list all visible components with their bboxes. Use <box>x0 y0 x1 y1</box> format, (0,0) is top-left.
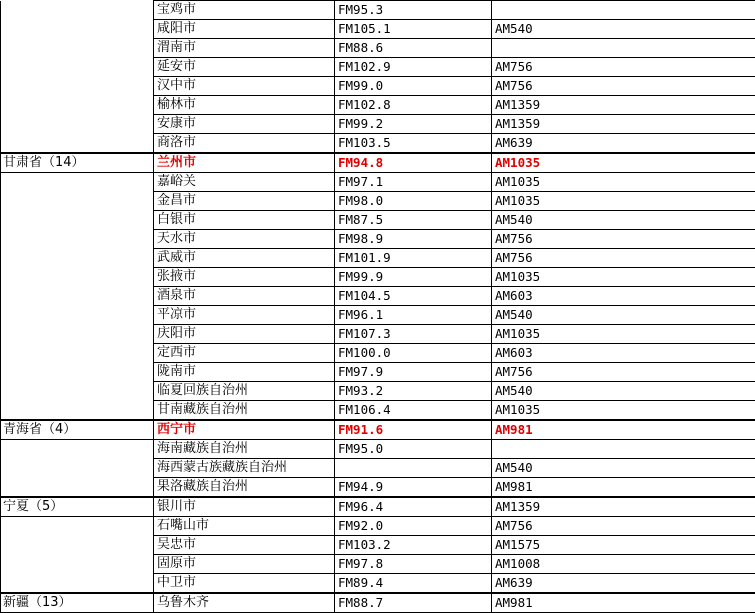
table-row <box>1 401 755 421</box>
fm-frequency-cell[interactable]: FM103.5 <box>335 134 492 154</box>
province-cell[interactable] <box>1 382 154 401</box>
city-cell[interactable]: 临夏回族自治州 <box>154 382 335 401</box>
table-row <box>1 230 755 249</box>
province-cell[interactable] <box>1 401 154 421</box>
fm-frequency-cell[interactable]: FM102.9 <box>335 58 492 77</box>
province-cell[interactable] <box>1 96 154 115</box>
fm-frequency-cell[interactable]: FM98.0 <box>335 192 492 211</box>
table-row <box>1 173 755 192</box>
table-row <box>1 249 755 268</box>
province-cell[interactable]: 甘肃省（14） <box>1 153 154 173</box>
city-cell[interactable]: 安康市 <box>154 115 335 134</box>
am-frequency-cell[interactable] <box>492 440 755 459</box>
am-frequency-cell[interactable] <box>492 39 755 58</box>
table-row <box>1 268 755 287</box>
city-cell[interactable]: 延安市 <box>154 58 335 77</box>
fm-frequency-cell[interactable] <box>335 459 492 478</box>
am-frequency-cell[interactable]: AM981 <box>492 593 755 613</box>
fm-frequency-cell[interactable]: FM96.4 <box>335 497 492 517</box>
city-cell[interactable]: 海西蒙古族藏族自治州 <box>154 459 335 478</box>
table-row <box>1 420 755 440</box>
table-row <box>1 153 755 173</box>
table-row <box>1 192 755 211</box>
am-frequency-cell[interactable]: AM756 <box>492 77 755 96</box>
fm-frequency-cell[interactable]: FM93.2 <box>335 382 492 401</box>
fm-frequency-cell[interactable]: FM97.9 <box>335 363 492 382</box>
fm-frequency-cell[interactable]: FM103.2 <box>335 536 492 555</box>
am-frequency-cell[interactable]: AM1035 <box>492 325 755 344</box>
table-row <box>1 363 755 382</box>
am-frequency-cell[interactable]: AM1008 <box>492 555 755 574</box>
province-cell[interactable]: 青海省（4） <box>1 420 154 440</box>
table-body <box>1 1 755 613</box>
table-row <box>1 536 755 555</box>
table-row <box>1 1 755 20</box>
am-frequency-cell[interactable]: AM1035 <box>492 268 755 287</box>
am-frequency-cell[interactable]: AM1359 <box>492 96 755 115</box>
city-cell[interactable]: 定西市 <box>154 344 335 363</box>
table-row <box>1 517 755 536</box>
city-cell[interactable]: 石嘴山市 <box>154 517 335 536</box>
fm-frequency-cell[interactable]: FM94.9 <box>335 478 492 498</box>
table-row <box>1 96 755 115</box>
city-cell[interactable]: 固原市 <box>154 555 335 574</box>
fm-frequency-cell[interactable]: FM97.1 <box>335 173 492 192</box>
province-cell[interactable] <box>1 192 154 211</box>
city-cell[interactable]: 渭南市 <box>154 39 335 58</box>
province-cell[interactable]: 宁夏（5） <box>1 497 154 517</box>
am-frequency-cell[interactable]: AM756 <box>492 58 755 77</box>
table-row <box>1 555 755 574</box>
city-cell[interactable]: 乌鲁木齐 <box>154 593 335 613</box>
table-row <box>1 574 755 594</box>
province-cell[interactable] <box>1 287 154 306</box>
table-row <box>1 325 755 344</box>
am-frequency-cell[interactable]: AM540 <box>492 382 755 401</box>
table-row <box>1 382 755 401</box>
fm-frequency-cell[interactable]: FM95.0 <box>335 440 492 459</box>
fm-frequency-cell[interactable]: FM99.9 <box>335 268 492 287</box>
fm-frequency-cell[interactable]: FM92.0 <box>335 517 492 536</box>
fm-frequency-cell[interactable]: FM99.2 <box>335 115 492 134</box>
am-frequency-cell[interactable]: AM540 <box>492 20 755 39</box>
province-cell[interactable] <box>1 344 154 363</box>
table-row <box>1 58 755 77</box>
fm-frequency-cell[interactable]: FM105.1 <box>335 20 492 39</box>
city-cell[interactable]: 兰州市 <box>154 153 335 173</box>
city-cell[interactable]: 西宁市 <box>154 420 335 440</box>
table-row <box>1 478 755 498</box>
fm-frequency-cell[interactable]: FM94.8 <box>335 153 492 173</box>
fm-frequency-cell[interactable]: FM100.0 <box>335 344 492 363</box>
province-cell[interactable] <box>1 58 154 77</box>
fm-frequency-cell[interactable]: FM102.8 <box>335 96 492 115</box>
fm-frequency-cell[interactable]: FM98.9 <box>335 230 492 249</box>
city-cell[interactable]: 酒泉市 <box>154 287 335 306</box>
province-cell[interactable] <box>1 20 154 39</box>
am-frequency-cell[interactable]: AM756 <box>492 249 755 268</box>
province-cell[interactable] <box>1 517 154 536</box>
fm-frequency-cell[interactable]: FM88.6 <box>335 39 492 58</box>
province-cell[interactable] <box>1 1 154 20</box>
table-row <box>1 344 755 363</box>
province-cell[interactable] <box>1 555 154 574</box>
province-cell[interactable] <box>1 211 154 230</box>
table-row <box>1 497 755 517</box>
am-frequency-cell[interactable]: AM756 <box>492 517 755 536</box>
table-row <box>1 20 755 39</box>
province-cell[interactable]: 新疆（13） <box>1 593 154 613</box>
province-cell[interactable] <box>1 268 154 287</box>
city-cell[interactable]: 海南藏族自治州 <box>154 440 335 459</box>
province-cell[interactable] <box>1 115 154 134</box>
am-frequency-cell[interactable]: AM1359 <box>492 115 755 134</box>
fm-frequency-cell[interactable]: FM106.4 <box>335 401 492 421</box>
am-frequency-cell[interactable]: AM1359 <box>492 497 755 517</box>
am-frequency-cell[interactable]: AM1035 <box>492 401 755 421</box>
fm-frequency-cell[interactable]: FM96.1 <box>335 306 492 325</box>
province-cell[interactable] <box>1 363 154 382</box>
city-cell[interactable]: 甘南藏族自治州 <box>154 401 335 421</box>
table-row <box>1 39 755 58</box>
city-cell[interactable]: 汉中市 <box>154 77 335 96</box>
table-row <box>1 459 755 478</box>
province-cell[interactable] <box>1 459 154 478</box>
province-cell[interactable] <box>1 173 154 192</box>
table-row <box>1 440 755 459</box>
province-cell[interactable] <box>1 230 154 249</box>
province-cell[interactable] <box>1 574 154 594</box>
table-row <box>1 77 755 96</box>
city-cell[interactable]: 中卫市 <box>154 574 335 594</box>
am-frequency-cell[interactable]: AM603 <box>492 344 755 363</box>
province-cell[interactable] <box>1 134 154 154</box>
am-frequency-cell[interactable]: AM1035 <box>492 192 755 211</box>
province-cell[interactable] <box>1 440 154 459</box>
city-cell[interactable]: 宝鸡市 <box>154 1 335 20</box>
city-cell[interactable]: 吴忠市 <box>154 536 335 555</box>
fm-frequency-cell[interactable]: FM101.9 <box>335 249 492 268</box>
fm-frequency-cell[interactable]: FM87.5 <box>335 211 492 230</box>
fm-frequency-cell[interactable]: FM89.4 <box>335 574 492 594</box>
am-frequency-cell[interactable]: AM981 <box>492 478 755 498</box>
am-frequency-cell[interactable]: AM540 <box>492 211 755 230</box>
am-frequency-cell[interactable]: AM603 <box>492 287 755 306</box>
city-cell[interactable]: 嘉峪关 <box>154 173 335 192</box>
table-row <box>1 115 755 134</box>
am-frequency-cell[interactable]: AM639 <box>492 574 755 594</box>
am-frequency-cell[interactable]: AM639 <box>492 134 755 154</box>
province-cell[interactable] <box>1 39 154 58</box>
table-row <box>1 211 755 230</box>
am-frequency-cell[interactable]: AM981 <box>492 420 755 440</box>
fm-frequency-cell[interactable]: FM88.7 <box>335 593 492 613</box>
city-cell[interactable]: 武威市 <box>154 249 335 268</box>
fm-frequency-cell[interactable]: FM91.6 <box>335 420 492 440</box>
table-row <box>1 593 755 613</box>
table-row <box>1 134 755 154</box>
city-cell[interactable]: 平凉市 <box>154 306 335 325</box>
province-cell[interactable] <box>1 306 154 325</box>
city-cell[interactable]: 榆林市 <box>154 96 335 115</box>
province-cell[interactable] <box>1 478 154 498</box>
table-row <box>1 287 755 306</box>
am-frequency-cell[interactable]: AM756 <box>492 230 755 249</box>
city-cell[interactable]: 金昌市 <box>154 192 335 211</box>
city-cell[interactable]: 白银市 <box>154 211 335 230</box>
am-frequency-cell[interactable]: AM1575 <box>492 536 755 555</box>
fm-frequency-cell[interactable]: FM107.3 <box>335 325 492 344</box>
city-cell[interactable]: 商洛市 <box>154 134 335 154</box>
city-cell[interactable]: 银川市 <box>154 497 335 517</box>
am-frequency-cell[interactable]: AM756 <box>492 363 755 382</box>
fm-frequency-cell[interactable]: FM99.0 <box>335 77 492 96</box>
am-frequency-cell[interactable]: AM540 <box>492 306 755 325</box>
table-row <box>1 306 755 325</box>
am-frequency-cell[interactable] <box>492 1 755 20</box>
city-cell[interactable]: 陇南市 <box>154 363 335 382</box>
city-cell[interactable]: 果洛藏族自治州 <box>154 478 335 498</box>
province-cell[interactable] <box>1 536 154 555</box>
province-cell[interactable] <box>1 77 154 96</box>
am-frequency-cell[interactable]: AM1035 <box>492 173 755 192</box>
province-cell[interactable] <box>1 325 154 344</box>
city-cell[interactable]: 天水市 <box>154 230 335 249</box>
city-cell[interactable]: 咸阳市 <box>154 20 335 39</box>
fm-frequency-cell[interactable]: FM95.3 <box>335 1 492 20</box>
fm-frequency-cell[interactable]: FM97.8 <box>335 555 492 574</box>
fm-frequency-cell[interactable]: FM104.5 <box>335 287 492 306</box>
city-cell[interactable]: 张掖市 <box>154 268 335 287</box>
province-cell[interactable] <box>1 249 154 268</box>
am-frequency-cell[interactable]: AM1035 <box>492 153 755 173</box>
am-frequency-cell[interactable]: AM540 <box>492 459 755 478</box>
city-cell[interactable]: 庆阳市 <box>154 325 335 344</box>
